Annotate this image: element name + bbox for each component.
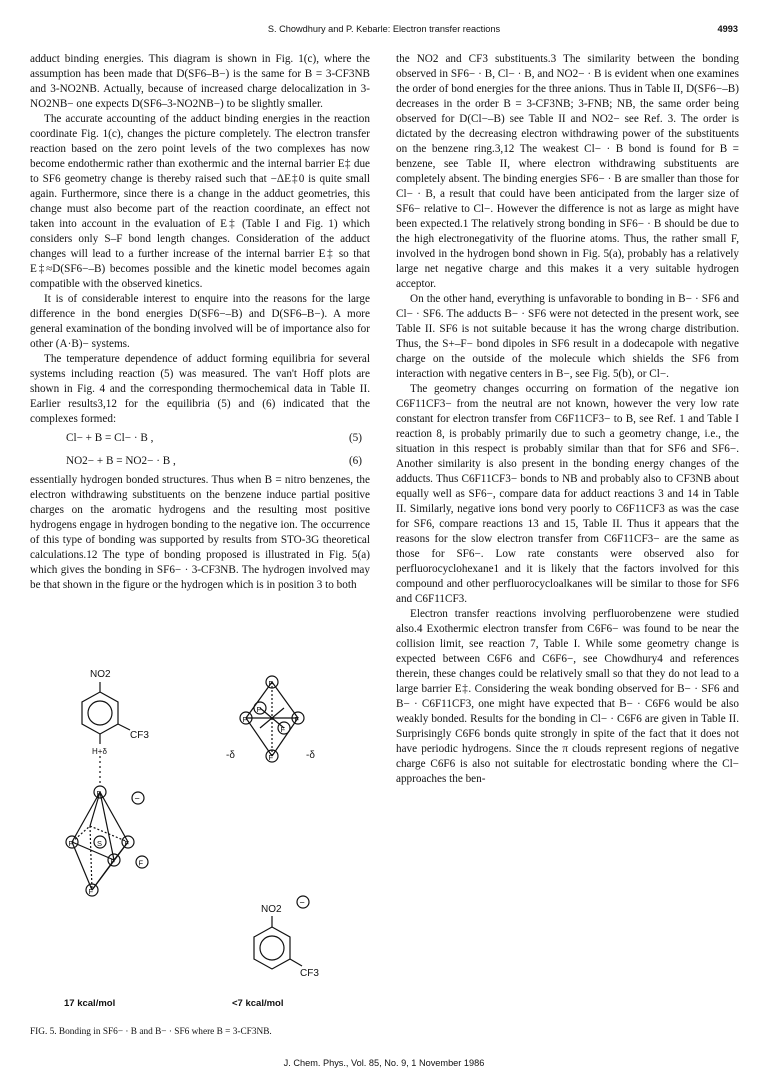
cf3-label-b: CF3 xyxy=(300,968,319,979)
equation-6 xyxy=(30,450,370,473)
right-column xyxy=(396,52,739,787)
paragraph: The geometry changes occurring on formation of the negative ion C6F11CF3− from the neutral are not known, however the very low rate constant for electron transfer from C6F11CF3− to B, see Ref. 1 and Table I reaction 8, is probably primarily due to such a geometry change, i.e., the situation in this respect is probably similar than that for SF6 and SF6−. Another similarity is also present in the bonding energy changes of the adducts. Thus C6F11CF3− bonds to NB and probably also to CF3NB about equally well as SF6−, compare data for adduct reactions 3 and 14 in Table II. Similarly, negative ions bond very poorly to C6F11CF3 as was the case for SF6, compare reactions 13 and 15, Table II. Thus it appears that the reasons for the slow electron transfer from C6F11CF3− are the same as those for SF6−. Low rate constants were observed also for perfluorocyclohexane1 and it is likely that the factors involved for this compound and other perfluorocycloalkanes will be similar to those for SF6 and C6F11CF3. xyxy=(396,383,739,605)
paragraph: On the other hand, everything is unfavorable to bonding in B− · SF6 and Cl− · SF6. The adducts B− · SF6 were not detected in the present work, see Table II. SF6 is not suitable because it has the wrong charge distribution. Thus, the S+–F− bond dipoles in SF6 result in a dodecapole with negative charge on the outside of the molecule which shields the SF6 from interaction with negative centers in B−, see Fig. 5(b), or Cl−. xyxy=(396,293,739,380)
aromatic-circle-a xyxy=(88,701,112,725)
delta-label-left: -δ xyxy=(226,750,235,761)
paragraph: Electron transfer reactions involving perfluorobenzene were studied also.4 Exothermic electron transfer from C6F6− was found to be near the collision limit, see reaction 7, Table I. While some geometry change is expected between C6F6 and C6F6−, see Chowdhury4 and references therein, these changes could be relatively small so that they do not lead to a large barrier E‡. Considering the weak bonding observed for B− · SF6 and B− · C6F11CF3, one might have expected that B− · C6F6 would be also weakly bonded. Results for the bonding in Cl− · C6F6 are given in Table II. Surprisingly C6F6 bonds quite strongly in spite of the fact that it does not have periodic hydrogens. Since the π clouds represent regions of negative charge C6F6 is also not suitable for electrostatic bonding where the Cl− approaches the ben- xyxy=(396,608,739,785)
fluorine-label: F xyxy=(294,715,300,724)
fluorine-label: F xyxy=(242,715,248,724)
page-header xyxy=(30,24,738,40)
h-delta-label: H+δ xyxy=(92,747,107,756)
cf3-label-a: CF3 xyxy=(130,730,149,741)
no2-label-a: NO2 xyxy=(90,669,111,680)
fluorine-label: F xyxy=(96,789,102,798)
page-number: 4993 xyxy=(717,24,738,34)
fluorine-label: F xyxy=(268,679,274,688)
sulfur-label: S xyxy=(97,839,103,848)
paragraph: The temperature dependence of adduct forming equilibria for several systems including reaction (5) was measured. The van't Hoff plots are shown in Fig. 4 and the corresponding thermochemical data in Table II. Earlier results3,12 for the equilibria (5) and (6) indicated that the complexes formed: xyxy=(30,353,370,425)
figure-caption: FIG. 5. Bonding in SF6− · B and B− · SF6 where B = 3-CF3NB. xyxy=(30,1027,272,1037)
energy-label-a: 17 kcal/mol xyxy=(64,998,116,1009)
paragraph: adduct binding energies. This diagram is shown in Fig. 1(c), where the assumption has been made that D(SF6–B−) is the same for B = 3-CF3NB and 3-NO2NB. Actually, because of increased charge delocalization in 3-NO2NB− one expects D(SF6–3-NO2NB−) to be slightly smaller. xyxy=(30,53,370,110)
page-footer: J. Chem. Phys., Vol. 85, No. 9, 1 November 1986 xyxy=(283,1058,485,1068)
equation-number: (6) xyxy=(348,455,362,467)
paragraph: the NO2 and CF3 substituents.3 The similarity between the bonding observed in SF6− · B, Cl− · B, and NO2− · B is evident when one examines the order of bond energies for the three anions. Thus in Table II, D(SF6−–B) decreases in the order B = 3-CF3NB; 3-FNB; NB, the same order being observed for D(Cl−–B) see Table II and NO2− see Ref. 3. The order is dictated by the decreasing electron withdrawing power of the substituents on the benzene ring.3,12 The weakest Cl− · B bond is found for B = benzene, see Table II, where electron withdrawing substituents are completely absent. The binding energies SF6− · B are smaller than those for Cl− · B, a result that could have been anticipated from the larger size of SF6− relative to Cl−. However the difference is not as large as might have been expected.1 The relatively strong bonding in SF6− · B should be due to the high electronegativity of the fluorine atoms. Thus, the rather small F, involved in the hydrogen bond shown in Fig. 5(a), probably has a relatively large net negative charge and this makes it a very suitable hydrogen acceptor. xyxy=(396,53,739,290)
no2-label-b: NO2 xyxy=(261,904,282,915)
paragraph: The accurate accounting of the adduct binding energies in the reaction coordinate Fig. 1(c), changes the picture completely. The electron transfer reaction based on the zero point levels of the two complexes has now become endothermic rather than exothermic and the internal barrier E‡ due to SF6 geometry change is thereby raised such that −ΔE‡0 is quite small again. Furthermore, since there is a change in the adduct geometries, this change must also become part of the reaction coordinate, an effect not taken into account in the evaluation of E‡ (Table I and Fig. 1) which considers only S–F bond length changes. Consideration of the adduct changes will lead to a further increase of the internal barrier E‡ so that E‡≈D(SF6−–B) becomes possible and the kinetic model becomes again compatible with the observed kinetics. xyxy=(30,113,370,290)
energy-label-b: <7 kcal/mol xyxy=(232,998,284,1009)
sf6-octahedron-b xyxy=(246,682,298,756)
minus-sign: − xyxy=(299,897,305,908)
fluorine-label: F xyxy=(68,839,74,848)
fluorine-label: F xyxy=(124,839,130,848)
paragraph: It is of considerable interest to enquire into the reasons for the large difference in the bond energies D(SF6−–B) and D(SF6–B−). A more general examination of the bonding involved will be of importance also for other (A·B)− systems. xyxy=(30,293,370,350)
fluorine-label: F xyxy=(256,705,262,714)
fluorine-label: F xyxy=(280,725,286,734)
benzene-ring-b xyxy=(254,927,290,969)
fluorine-label: F xyxy=(110,857,116,866)
fluorine-label: F xyxy=(88,887,94,896)
left-column xyxy=(30,52,370,593)
equation-number: (5) xyxy=(348,432,362,444)
figure-5 xyxy=(30,664,370,1029)
fluorine-label: F xyxy=(138,858,144,868)
delta-label-right: -δ xyxy=(306,750,315,761)
minus-sign: − xyxy=(134,793,140,804)
figure-5-drawing xyxy=(30,664,370,1024)
equation-expression: NO2− + B = NO2− · B , xyxy=(66,455,176,467)
equation-expression: Cl− + B = Cl− · B , xyxy=(66,432,154,444)
fluorine-label: F xyxy=(268,753,274,762)
paragraph: essentially hydrogen bonded structures. Thus when B = nitro benzenes, the electron withdrawing substituents on the benzene induce partial positive charges on the aromatic hydrogens and the resulting most positive hydrogens engage in hydrogen bonding to the negative ion. The occurrence of this type of bonding was supported by results from STO-3G theoretical calculations.12 The type of bonding proposed is illustrated in Fig. 5(a) which gives the bonding in SF6− · 3-CF3NB. The hydrogen involved may be that shown in the figure or the hydrogen which is in position 3 to both xyxy=(30,474,370,591)
equation-5 xyxy=(30,427,370,450)
aromatic-circle-b xyxy=(260,936,284,960)
running-title: S. Chowdhury and P. Kebarle: Electron transfer reactions xyxy=(267,24,501,34)
